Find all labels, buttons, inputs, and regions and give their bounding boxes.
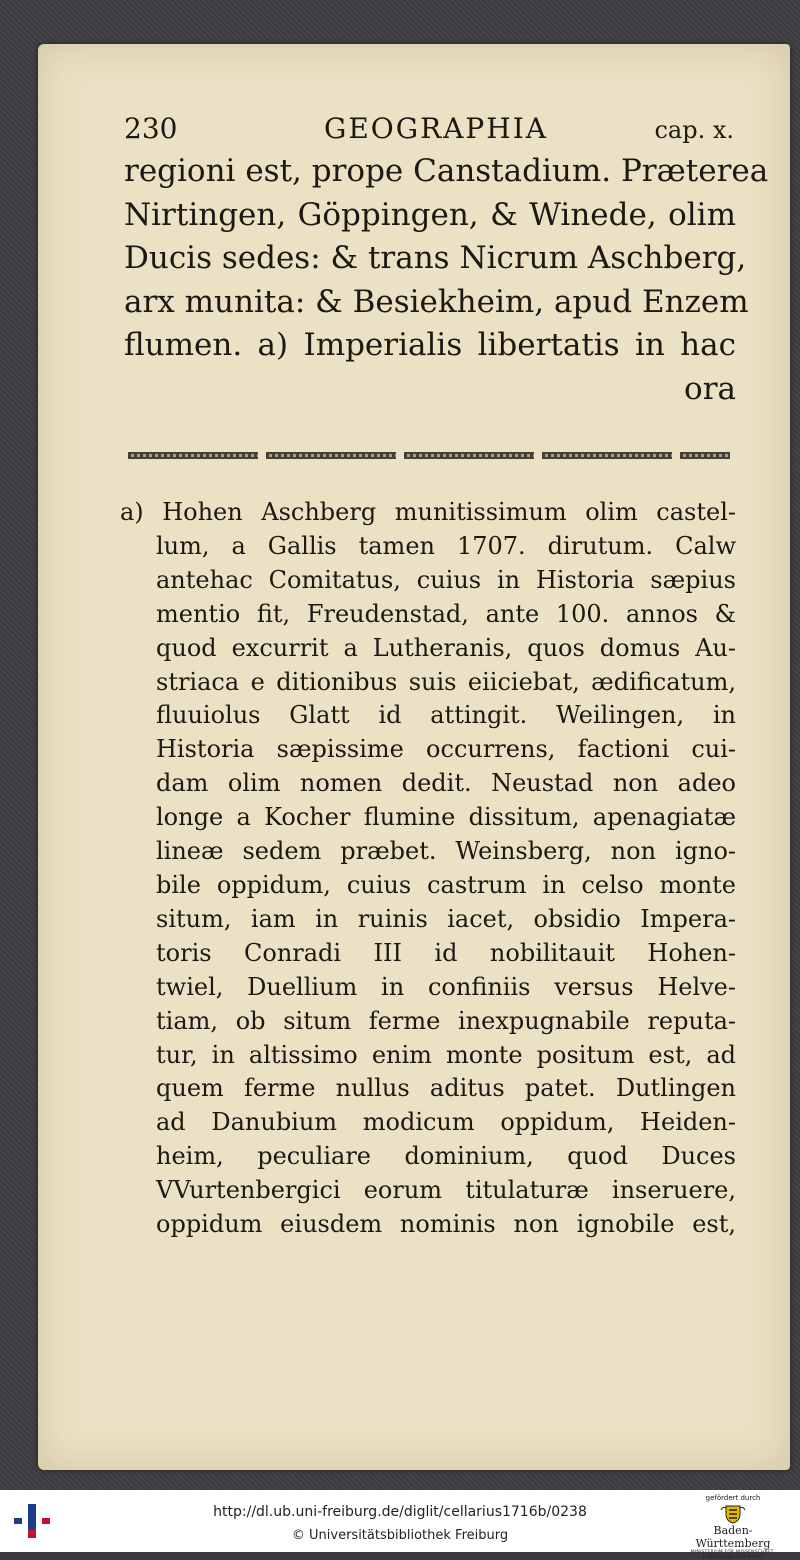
main-line: Ducis sedes: & trans Nicrum Aschberg, [124, 240, 747, 276]
copyright-notice: © Universitätsbibliothek Freiburg [291, 1528, 509, 1543]
main-line: regioni est, prope Canstadium. Præterea [124, 153, 769, 189]
note-line: quod excurrit a Lutheranis, quos domus Au- [156, 633, 736, 662]
viewer-footer [0, 1490, 800, 1560]
catchword: ora [684, 370, 736, 407]
footnote-rule [128, 452, 730, 459]
running-title: GEOGRAPHIA [324, 112, 548, 145]
main-line: flumen. a) Imperialis libertatis in hac [124, 327, 736, 363]
chapter-label: cap. x. [654, 116, 734, 144]
sponsor-block[interactable] [678, 1494, 788, 1560]
note-line: a) Hohen Aschberg munitissimum olim castel- [120, 498, 736, 526]
note-line: lineæ sedem præbet. Weinsberg, non igno- [156, 837, 736, 866]
note-line: dam olim nomen dedit. Neustad non adeo [156, 769, 736, 798]
note-line: bile oppidum, cuius castrum in celso monte [156, 870, 736, 899]
note-line: mentio fit, Freudenstad, ante 100. annos & [156, 599, 736, 628]
note-line: oppidum eiusdem nominis non ignobile est, [156, 1210, 736, 1239]
sponsor-name: Baden-Württemberg [695, 1524, 771, 1550]
state-crest-icon [720, 1504, 746, 1524]
note-line: fluuiolus Glatt id attingit. Weilingen, in [156, 701, 736, 730]
note-line: Historia sæpissime occurrens, factioni cui- [156, 735, 736, 764]
sponsor-ministry: MINISTERIUM FÜR WISSENSCHAFT, FORSCHUNG UND KUNST [690, 1550, 776, 1560]
note-line: striaca e ditionibus suis eiiciebat, ædificatum, [156, 667, 736, 696]
running-head [124, 112, 734, 152]
note-line: tur, in altissimo enim monte positum est, ad [156, 1040, 736, 1069]
note-line: antehac Comitatus, cuius in Historia sæpius [156, 565, 736, 594]
note-line: ad Danubium modicum oppidum, Heiden- [156, 1108, 736, 1137]
note-line: longe a Kocher flumine dissitum, apenagiatæ [156, 803, 736, 832]
note-line: heim, peculiare dominium, quod Duces [156, 1142, 736, 1171]
main-text [124, 150, 769, 411]
note-line: lum, a Gallis tamen 1707. dirutum. Calw [156, 531, 736, 560]
note-line: quem ferme nullus aditus patet. Dutlingen [156, 1074, 736, 1103]
note-line: VVurtenbergici eorum titulaturæ inseruere, [156, 1176, 736, 1205]
note-line: twiel, Duellium in confiniis versus Helve- [156, 972, 736, 1001]
note-line: toris Conradi III id nobilitauit Hohen- [156, 938, 736, 967]
page-number: 230 [124, 112, 178, 145]
main-line: Nirtingen, Göppingen, & Winede, olim [124, 196, 736, 233]
sponsor-prefix: gefördert durch [705, 1494, 761, 1502]
footnote [120, 496, 736, 1242]
note-line: tiam, ob situm ferme inexpugnabile reputa- [156, 1006, 736, 1035]
main-line: arx munita: & Besiekheim, apud Enzem [124, 283, 749, 320]
permalink-url[interactable]: http://dl.ub.uni-freiburg.de/diglit/cellarius1716b/0238 [213, 1504, 587, 1520]
note-line: situm, iam in ruinis iacet, obsidio Impera- [156, 904, 736, 933]
